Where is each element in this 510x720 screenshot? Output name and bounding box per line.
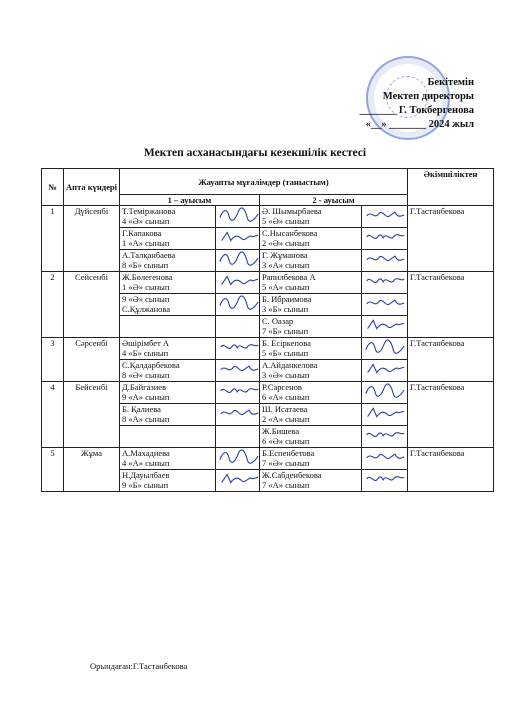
shift-1-teacher: [120, 228, 216, 250]
shift-1-teacher: [120, 448, 216, 470]
shift-2-teacher-line: Б. Есіркепова: [262, 338, 311, 348]
signature-mark: [364, 338, 406, 354]
shift-2-teacher: [260, 470, 362, 492]
duty-schedule-body: [42, 206, 494, 492]
shift-1-signature: [216, 404, 260, 426]
approval-line-3: _______ Г. Токбергенова: [359, 105, 474, 116]
document-title: Мектеп асханасындағы кезекшілік кестесі: [143, 147, 367, 159]
shift-1-teacher: [120, 382, 216, 404]
shift-2-teacher-line: А.Айданкелова: [262, 360, 318, 370]
shift-2-signature: [362, 250, 408, 272]
header-admin: Әкімшіліктен: [408, 169, 494, 206]
shift-1-teacher: [120, 426, 216, 448]
shift-1-teacher: [120, 272, 216, 294]
shift-1-signature: [216, 272, 260, 294]
signature-mark: [218, 228, 260, 244]
shift-2-teacher-line: 7 «А» сынып: [262, 480, 310, 490]
shift-2-signature: [362, 294, 408, 316]
shift-2-teacher-line: 6 «Ә» сынып: [262, 436, 310, 446]
shift-2-teacher-line: 2 «Ә» сынып: [262, 238, 310, 248]
shift-2-teacher-line: Ж.Бишева: [262, 426, 300, 436]
shift-1-teacher-line: 1 «А» сынып: [122, 238, 170, 248]
day-number: 2: [42, 272, 64, 338]
shift-2-teacher-line: Ә. Шымырбаева: [262, 206, 322, 216]
shift-2-teacher: [260, 316, 362, 338]
shift-1-teacher-line: 4 «Ә» сынып: [122, 216, 170, 226]
signature-mark: [364, 316, 406, 332]
shift-2-teacher-line: 3 «А» сынып: [262, 260, 310, 270]
shift-2-signature: [362, 404, 408, 426]
approval-block: [264, 76, 474, 132]
shift-1-signature: [216, 206, 260, 228]
empty-signature: [216, 316, 260, 338]
shift-1-teacher-line: А.Махадиева: [122, 448, 170, 458]
signature-mark: [364, 382, 406, 398]
shift-2-signature: [362, 426, 408, 448]
footer-executor: Орындаған:Г.Тастанбекова: [90, 661, 188, 671]
signature-mark: [218, 448, 260, 464]
shift-1-teacher: [120, 360, 216, 382]
day-name: Бейсенбі: [64, 382, 120, 448]
shift-2-teacher: [260, 250, 362, 272]
shift-2-teacher-line: 6 «А» сынып: [262, 392, 310, 402]
table-row: [42, 382, 494, 404]
header-shift-2: 2 - ауысым: [260, 195, 408, 206]
shift-2-signature: [362, 448, 408, 470]
shift-2-signature: [362, 272, 408, 294]
shift-2-signature: [362, 338, 408, 360]
shift-1-signature: [216, 294, 260, 316]
shift-2-teacher-line: Рапилбекова А: [262, 272, 316, 282]
shift-1-teacher: [120, 294, 216, 316]
approval-line-2: Мектеп директоры: [382, 91, 474, 102]
shift-1-teacher-line: 4 «А» сынып: [122, 458, 170, 468]
signature-mark: [218, 404, 260, 420]
approval-line-4: «__» _______ 2024 жыл: [365, 119, 474, 130]
duty-schedule-table: [41, 168, 494, 492]
day-name: Сәрсенбі: [64, 338, 120, 382]
shift-2-teacher-line: Г. Жұманова: [262, 250, 308, 260]
shift-1-teacher-line: 9 «Ә» сынып: [122, 294, 170, 304]
shift-2-teacher: [260, 272, 362, 294]
shift-1-teacher-line: Д.Байгазиев: [122, 382, 167, 392]
shift-1-teacher: [120, 316, 216, 338]
header-teachers: Жауапты мұғалімдер (таныстым): [120, 169, 408, 195]
shift-2-teacher-line: Ш. Исатаева: [262, 404, 308, 414]
shift-2-signature: [362, 316, 408, 338]
shift-1-teacher-line: 8 «Б» сынып: [122, 260, 169, 270]
shift-1-teacher-line: А.Талқанбаева: [122, 250, 176, 260]
day-number: 1: [42, 206, 64, 272]
shift-1-teacher-line: Н.Дауылбаев: [122, 470, 170, 480]
table-row: [42, 272, 494, 294]
day-name: Сейсенбі: [64, 272, 120, 338]
signature-mark: [364, 228, 406, 244]
shift-2-teacher: [260, 426, 362, 448]
shift-2-teacher: [260, 338, 362, 360]
shift-2-teacher-line: 5 «Б» сынып: [262, 348, 309, 358]
day-number: 5: [42, 448, 64, 492]
shift-2-teacher: [260, 206, 362, 228]
admin-name: Г.Тастанбекова: [408, 206, 494, 272]
shift-1-teacher: [120, 206, 216, 228]
shift-1-teacher-line: Ж.Бөлегенова: [122, 272, 173, 282]
day-number: 4: [42, 382, 64, 448]
shift-1-teacher: [120, 404, 216, 426]
shift-1-signature: [216, 250, 260, 272]
shift-2-teacher: [260, 448, 362, 470]
day-number: 3: [42, 338, 64, 382]
signature-mark: [364, 272, 406, 288]
empty-signature: [216, 426, 260, 448]
header-day: Апта күндері: [64, 169, 120, 206]
shift-2-teacher-line: 3 «Б» сынып: [262, 304, 309, 314]
shift-2-teacher-line: 5 «А» сынып: [262, 282, 310, 292]
shift-1-teacher-line: Әшірімбет А: [122, 338, 169, 348]
shift-2-teacher-line: 5 «Ә» сынып: [262, 216, 310, 226]
signature-mark: [218, 382, 260, 398]
signature-mark: [218, 294, 260, 310]
shift-2-signature: [362, 382, 408, 404]
shift-1-teacher-line: 4 «Б» сынып: [122, 348, 169, 358]
signature-mark: [218, 272, 260, 288]
shift-1-teacher-line: 9 «А» сынып: [122, 392, 170, 402]
signature-mark: [364, 294, 406, 310]
signature-mark: [364, 448, 406, 464]
shift-1-teacher-line: Т.Теміржанова: [122, 206, 176, 216]
admin-name: Г.Тастанбекова: [408, 382, 494, 448]
shift-1-signature: [216, 448, 260, 470]
signature-mark: [218, 360, 260, 376]
day-name: Жұма: [64, 448, 120, 492]
admin-name: Г.Тастанбекова: [408, 448, 494, 492]
shift-1-teacher-line: 8 «Ә» сынып: [122, 370, 170, 380]
shift-1-teacher-line: Б. Қалиева: [122, 404, 161, 414]
signature-mark: [364, 470, 406, 486]
shift-1-teacher: [120, 338, 216, 360]
shift-2-teacher-line: 3 «Ә» сынып: [262, 370, 310, 380]
shift-1-teacher-line: С.Құлжанова: [122, 304, 171, 314]
table-row: [42, 206, 494, 228]
shift-2-signature: [362, 360, 408, 382]
admin-name: Г.Тастанбекова: [408, 338, 494, 382]
shift-2-teacher-line: Б.Еспенбетова: [262, 448, 315, 458]
approval-line-1: Бекітемін: [427, 77, 474, 88]
shift-1-teacher-line: 1 «Ә» сынып: [122, 282, 170, 292]
shift-2-teacher: [260, 294, 362, 316]
shift-2-teacher: [260, 360, 362, 382]
signature-mark: [218, 250, 260, 266]
shift-1-teacher-line: Г.Капакова: [122, 228, 162, 238]
shift-1-teacher: [120, 470, 216, 492]
shift-2-signature: [362, 206, 408, 228]
header-num: №: [42, 169, 64, 206]
signature-mark: [364, 250, 406, 266]
signature-mark: [364, 206, 406, 222]
shift-2-teacher-line: 7 «Ә» сынып: [262, 458, 310, 468]
signature-mark: [218, 338, 260, 354]
shift-2-signature: [362, 470, 408, 492]
shift-2-teacher-line: С.Нысанбекова: [262, 228, 318, 238]
shift-2-teacher-line: С. Оазар: [262, 316, 294, 326]
shift-1-signature: [216, 360, 260, 382]
shift-2-signature: [362, 228, 408, 250]
shift-2-teacher-line: 2 «А» сынып: [262, 414, 310, 424]
day-name: Дүйсенбі: [64, 206, 120, 272]
shift-1-signature: [216, 338, 260, 360]
shift-2-teacher-line: Б. Ибраимова: [262, 294, 312, 304]
shift-1-signature: [216, 470, 260, 492]
shift-1-signature: [216, 228, 260, 250]
shift-1-teacher: [120, 250, 216, 272]
shift-2-teacher: [260, 228, 362, 250]
shift-1-teacher-line: С.Қалдарбекова: [122, 360, 180, 370]
shift-2-teacher-line: Р.Сарсенов: [262, 382, 302, 392]
shift-2-teacher-line: 7 «Б» сынып: [262, 326, 309, 336]
signature-mark: [364, 426, 406, 442]
signature-mark: [218, 206, 260, 222]
table-row: [42, 338, 494, 360]
signature-mark: [218, 470, 260, 486]
shift-1-teacher-line: 9 «Б» сынып: [122, 480, 169, 490]
shift-2-teacher-line: Ж.Сабденбекова: [262, 470, 322, 480]
signature-mark: [364, 360, 406, 376]
shift-2-teacher: [260, 404, 362, 426]
shift-1-teacher-line: 8 «А» сынып: [122, 414, 170, 424]
shift-1-signature: [216, 382, 260, 404]
shift-2-teacher: [260, 382, 362, 404]
header-shift-1: 1 – ауысым: [120, 195, 260, 206]
admin-name: Г.Тастанбекова: [408, 272, 494, 338]
signature-mark: [364, 404, 406, 420]
table-row: [42, 448, 494, 470]
